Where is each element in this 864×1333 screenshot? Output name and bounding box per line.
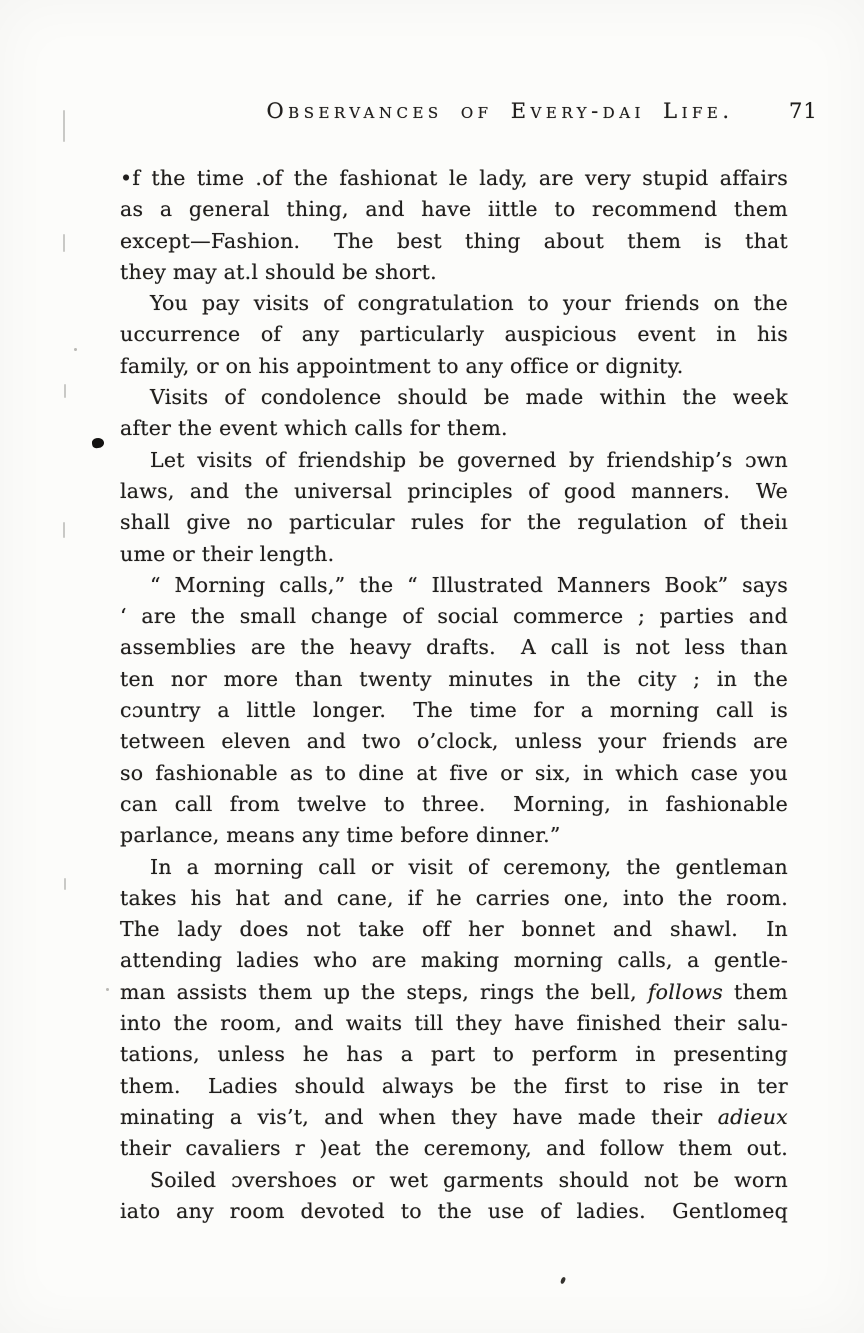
text-line xyxy=(120,726,788,757)
text-line xyxy=(120,507,788,538)
text-line xyxy=(120,413,788,444)
text-run: man assists them up the steps, rings the bell, xyxy=(120,979,648,1004)
text-line xyxy=(120,570,788,601)
text-run: iato any room devoted to the use of ladies. Gentlomeq xyxy=(120,1198,788,1223)
text-line xyxy=(120,226,788,257)
text-line xyxy=(120,257,788,288)
text-line xyxy=(120,194,788,225)
text-run: minating a vis’t, and when they have made their xyxy=(120,1104,718,1129)
text-line xyxy=(120,852,788,883)
text-line xyxy=(120,601,788,632)
italic-text: adieux xyxy=(717,1104,788,1129)
text-line xyxy=(120,351,788,382)
text-line xyxy=(120,1008,788,1039)
text-line xyxy=(120,977,788,1008)
text-run: Soiled ɔvershoes or wet garments should not be worn xyxy=(150,1167,788,1192)
text-line xyxy=(120,1102,788,1133)
text-run: them xyxy=(723,979,788,1004)
text-line xyxy=(120,319,788,350)
paragraph xyxy=(120,852,788,1165)
text-line xyxy=(120,1133,788,1164)
text-line xyxy=(120,632,788,663)
scan-edge-mark xyxy=(64,384,66,398)
paragraph xyxy=(120,288,788,382)
paragraph xyxy=(120,570,788,852)
text-line xyxy=(120,883,788,914)
text-line xyxy=(120,695,788,726)
text-run: as a general thing, and have iittle to recommend them xyxy=(120,197,788,222)
scan-speck-artifact xyxy=(560,1277,566,1285)
text-run: assemblies are the heavy drafts. A call is not less than xyxy=(120,635,788,660)
text-run: can call from twelve to three. Morning, in fashionable xyxy=(120,791,788,816)
text-run: they may at.l should be short. xyxy=(120,259,437,284)
text-run: Let visits of friendship be governed by friendship’s ɔwn xyxy=(150,447,788,472)
text-run: ume or their length. xyxy=(120,541,335,566)
paragraph xyxy=(120,445,788,570)
paragraph xyxy=(120,382,788,445)
text-run: Visits of condolence should be made within the week xyxy=(150,385,788,410)
text-run: after the event which calls for them. xyxy=(120,416,508,441)
text-run: “ Morning calls,” the “ Illustrated Manners Book” says xyxy=(150,572,788,597)
text-line xyxy=(120,664,788,695)
text-run: so fashionable as to dine at five or six, in which case you xyxy=(120,760,788,785)
scan-edge-mark xyxy=(63,522,65,538)
text-run: In a morning call or visit of ceremony, the gentleman xyxy=(150,854,788,879)
text-line xyxy=(120,1071,788,1102)
text-line xyxy=(120,476,788,507)
text-run: tations, unless he has a part to perform in presenting xyxy=(120,1042,788,1067)
text-run: parlance, means any time before dinner.” xyxy=(120,823,561,848)
text-run: You pay visits of congratulation to your friends on the xyxy=(150,291,788,316)
page-body xyxy=(120,163,788,1227)
running-head xyxy=(0,99,864,129)
text-line xyxy=(120,288,788,319)
text-run: takes his hat and cane, if he carries one, into the room. xyxy=(120,885,788,910)
paragraph xyxy=(120,1165,788,1228)
text-run: tetween eleven and two o’clock, unless your friends are xyxy=(120,729,788,754)
text-run: cɔuntry a little longer. The time for a morning call is xyxy=(120,698,788,723)
text-run: shall give no particular rules for the regulation of theiı xyxy=(120,510,788,535)
text-run: attending ladies who are making morning calls, a gentle- xyxy=(120,948,788,973)
text-line xyxy=(120,758,788,789)
text-line xyxy=(120,820,788,851)
scan-edge-mark xyxy=(64,878,66,890)
text-run: except—Fashion. The best thing about them is that xyxy=(120,228,788,253)
text-run: their cavaliers r )eat the ceremony, and follow them out. xyxy=(120,1136,788,1161)
scan-dot-artifact xyxy=(106,988,109,991)
ink-blot-artifact xyxy=(91,437,104,449)
text-run: ten nor more than twenty minutes in the city ; in the xyxy=(120,666,788,691)
paragraph xyxy=(120,163,788,288)
text-line xyxy=(120,163,788,194)
text-run: them. Ladies should always be the first to rise in ter xyxy=(120,1073,788,1098)
text-line xyxy=(120,1165,788,1196)
scan-edge-mark xyxy=(63,234,65,252)
text-run: •f the time .of the fashionat le lady, are very stupid affairs xyxy=(120,166,788,190)
text-line xyxy=(120,914,788,945)
text-line xyxy=(120,382,788,413)
text-run: laws, and the universal principles of good manners. We xyxy=(120,478,788,503)
text-line xyxy=(120,539,788,570)
scan-dot-artifact xyxy=(74,348,77,351)
text-run: family, or on his appointment to any office or dignity. xyxy=(120,353,684,378)
text-line xyxy=(120,445,788,476)
text-line xyxy=(120,945,788,976)
text-run: The lady does not take off her bonnet and shawl. In xyxy=(120,917,788,942)
italic-text: follows xyxy=(647,979,724,1004)
running-head-title: Observances of Every-daı Life. xyxy=(266,99,734,123)
text-run: ‘ are the small change of social commerce ; parties and xyxy=(120,604,788,629)
text-run: into the room, and waits till they have finished their salu- xyxy=(120,1011,788,1036)
scan-edge-mark xyxy=(63,110,65,142)
text-line xyxy=(120,1196,788,1227)
text-line xyxy=(120,1039,788,1070)
page-number: 71 xyxy=(789,99,818,123)
text-line xyxy=(120,789,788,820)
text-run: uccurrence of any particularly auspicious event in his xyxy=(120,322,788,347)
